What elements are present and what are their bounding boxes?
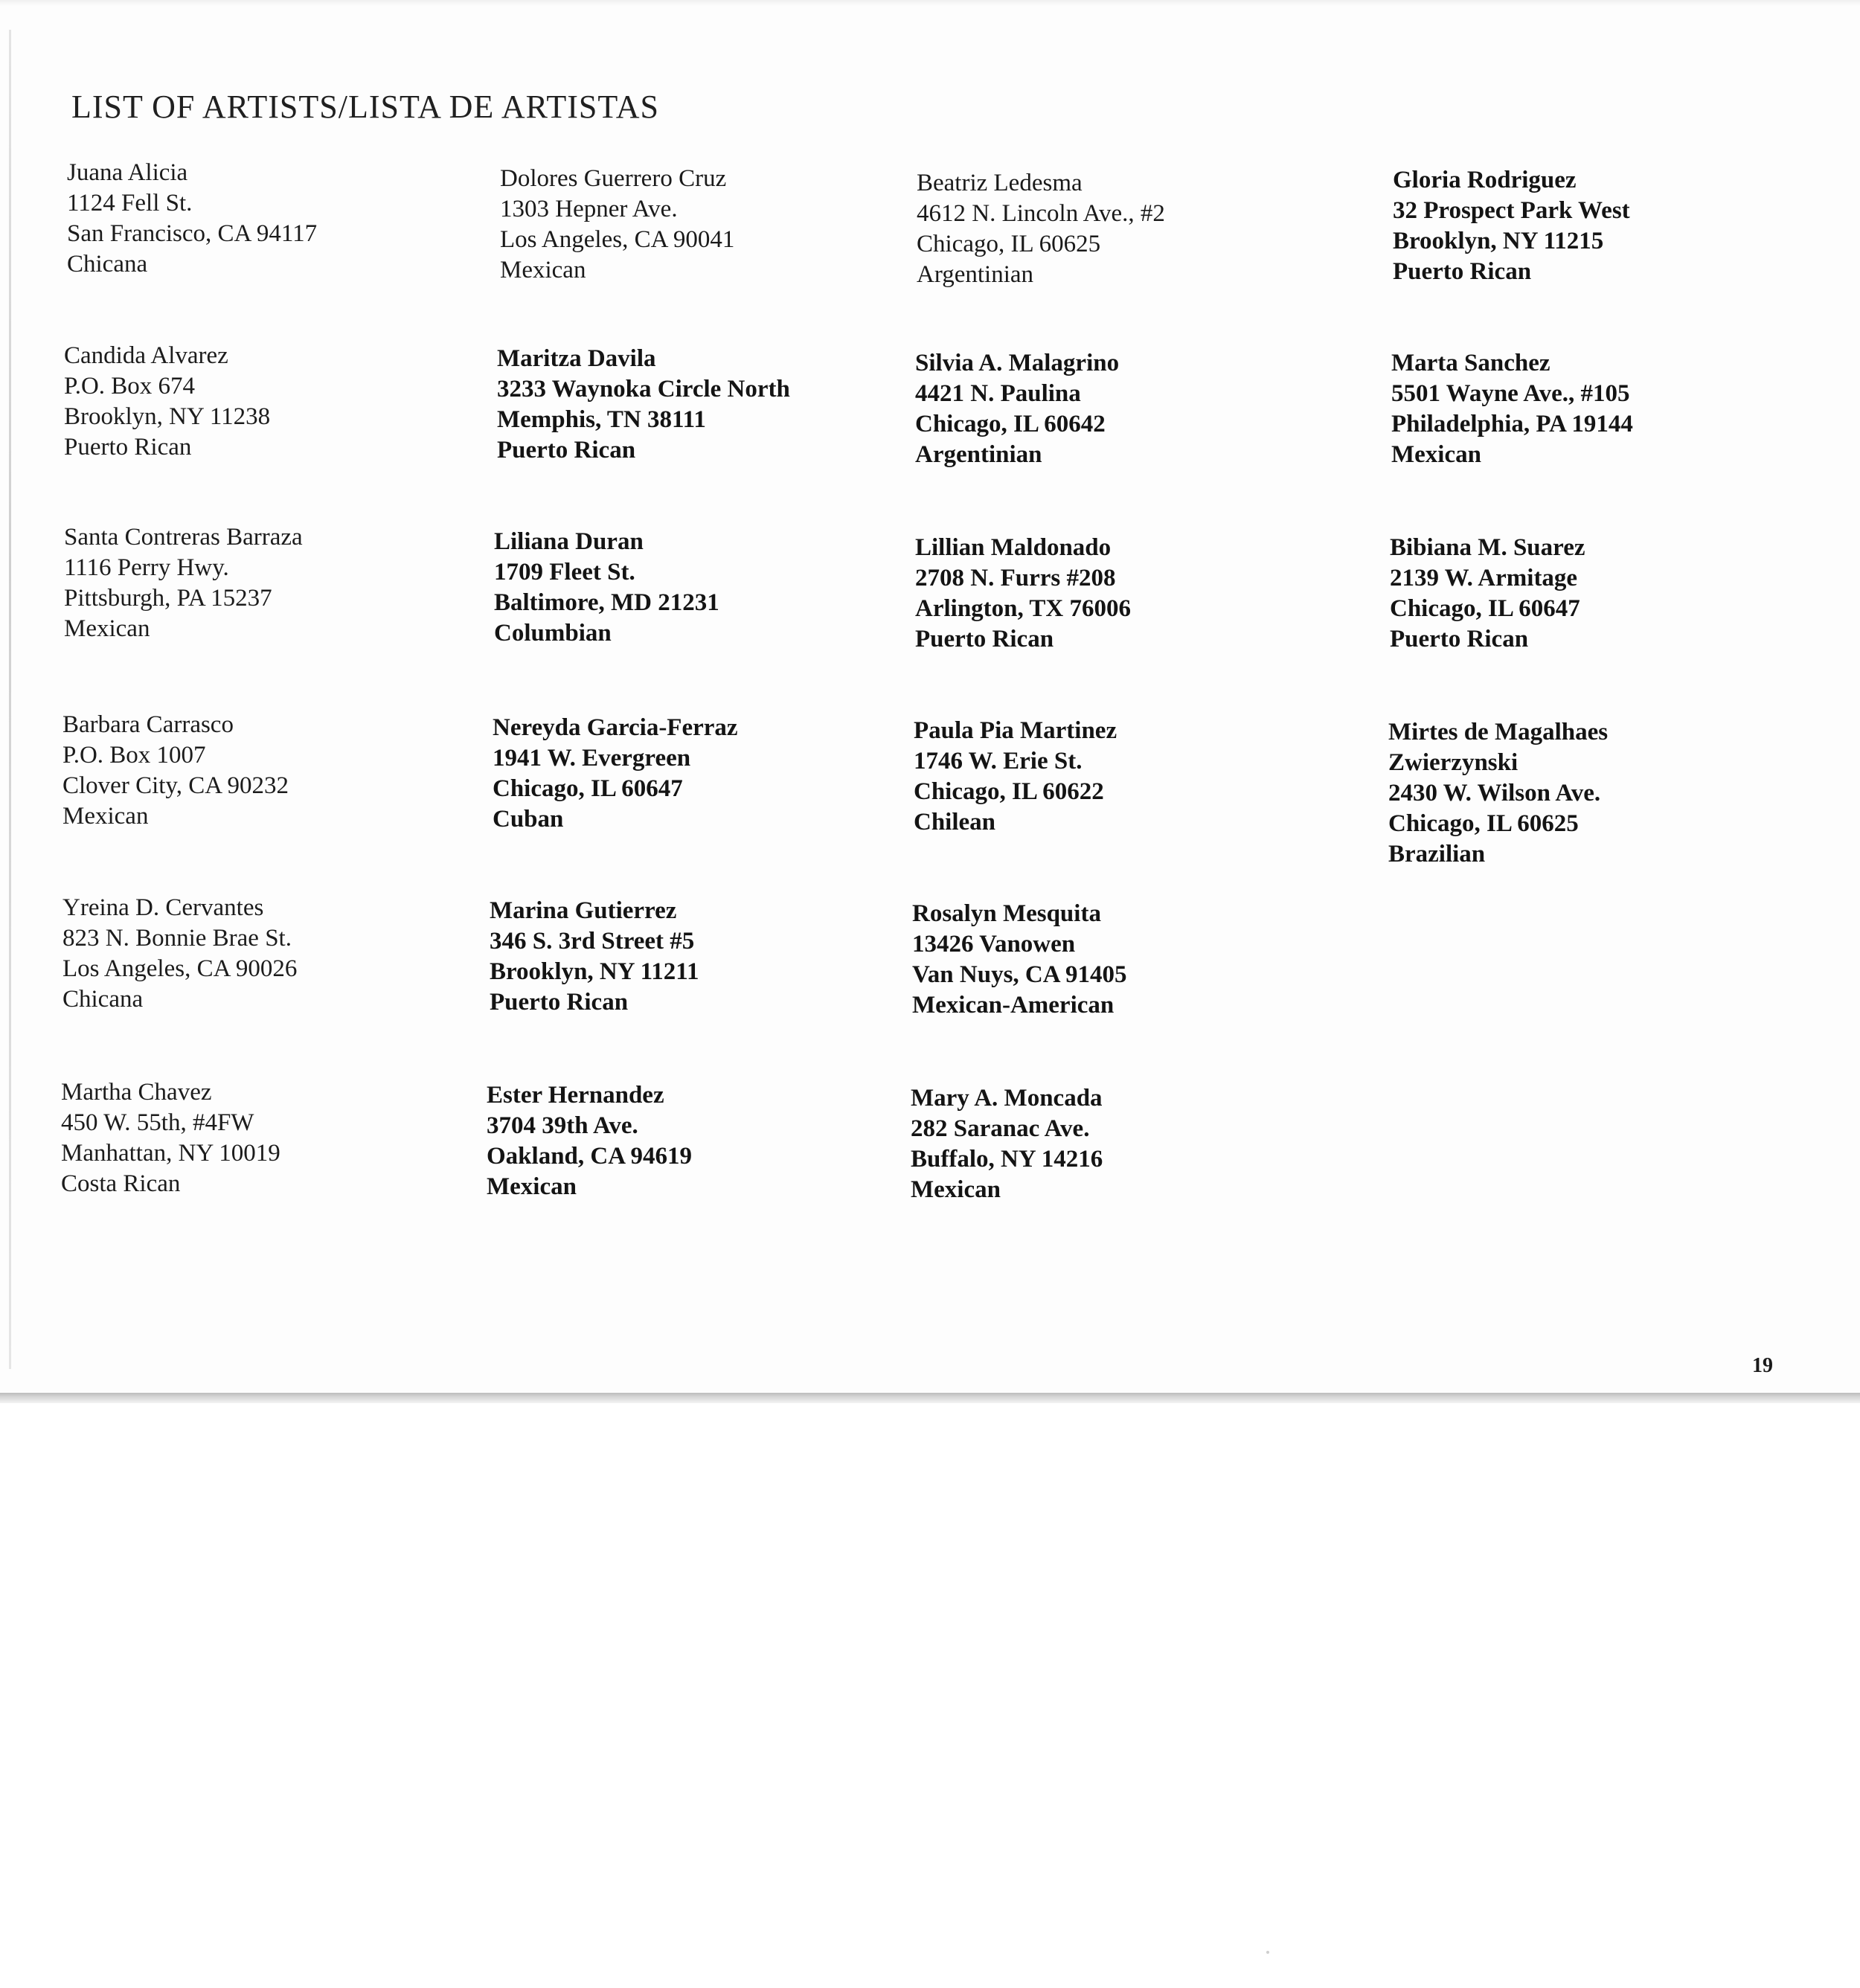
artist-entry <box>64 522 303 644</box>
artist-city: Brooklyn, NY 11238 <box>64 403 271 430</box>
artist-entry <box>493 713 738 835</box>
artist-name: Ester Hernandez <box>487 1082 664 1109</box>
artist-name: Gloria Rodriguez <box>1393 167 1577 193</box>
artist-city: Oakland, CA 94619 <box>487 1143 692 1170</box>
artist-name: Beatriz Ledesma <box>917 170 1083 196</box>
artist-entry <box>1388 717 1608 870</box>
artist-entry <box>487 1080 692 1202</box>
artist-entry <box>915 533 1131 655</box>
artist-entry <box>914 716 1117 838</box>
artist-city: Brooklyn, NY 11215 <box>1393 228 1604 254</box>
artist-address: P.O. Box 674 <box>64 373 196 400</box>
artist-name: Mary A. Moncada <box>911 1085 1103 1112</box>
artist-name: Marta Sanchez <box>1391 350 1550 376</box>
artist-city: Pittsburgh, PA 15237 <box>64 585 272 612</box>
artist-city: Chicago, IL 60647 <box>493 775 683 802</box>
artist-entry <box>1393 165 1630 287</box>
artist-name: Silvia A. Malagrino <box>915 350 1120 376</box>
artist-entry <box>61 1077 280 1199</box>
artist-address: 1709 Fleet St. <box>494 559 635 586</box>
artist-heritage: Columbian <box>494 620 612 647</box>
page-top-edge <box>0 0 1860 6</box>
artist-heritage: Cuban <box>493 806 564 833</box>
artist-entry <box>62 893 297 1015</box>
artist-city: Clover City, CA 90232 <box>62 772 289 799</box>
artist-heritage: Mexican <box>911 1176 1001 1203</box>
artist-address: 1124 Fell St. <box>67 190 193 217</box>
artist-heritage: Puerto Rican <box>915 626 1054 652</box>
artist-entry <box>500 164 734 286</box>
artist-name: Nereyda Garcia-Ferraz <box>493 714 738 741</box>
artist-address: 346 S. 3rd Street #5 <box>490 928 695 955</box>
artist-address: 3704 39th Ave. <box>487 1112 638 1139</box>
artist-heritage-extra: Brazilian <box>1388 841 1486 868</box>
artist-city: San Francisco, CA 94117 <box>67 220 318 247</box>
artist-heritage: Chilean <box>914 809 996 836</box>
artist-entry <box>490 896 699 1018</box>
artist-heritage: Puerto Rican <box>497 437 636 464</box>
page-number: 19 <box>1752 1354 1773 1377</box>
artist-heritage: Mexican <box>1391 441 1481 468</box>
artist-heritage: Chicana <box>67 251 148 278</box>
page-bottom-edge <box>0 1393 1860 1403</box>
artist-name: Rosalyn Mesquita <box>912 900 1101 927</box>
artist-heritage: Mexican <box>62 803 149 830</box>
artist-heritage: Puerto Rican <box>64 434 192 461</box>
artist-city: Manhattan, NY 10019 <box>61 1140 280 1167</box>
artist-city: Los Angeles, CA 90041 <box>500 226 735 253</box>
page-left-edge <box>9 30 11 1369</box>
artist-address: 1303 Hepner Ave. <box>500 196 678 222</box>
artist-name: Mirtes de Magalhaes <box>1388 719 1609 746</box>
artist-name: Marina Gutierrez <box>490 897 677 924</box>
artist-entry <box>62 710 289 832</box>
artist-name: Liliana Duran <box>494 528 644 555</box>
artist-city: Philadelphia, PA 19144 <box>1391 411 1633 437</box>
artist-name: Juana Alicia <box>67 159 188 186</box>
artist-address: 1941 W. Evergreen <box>493 745 691 772</box>
artist-address: 4421 N. Paulina <box>915 380 1081 407</box>
artist-address: Zwierzynski <box>1388 749 1519 776</box>
artist-city: Chicago, IL 60647 <box>1390 595 1580 622</box>
artist-city: Chicago, IL 60625 <box>917 231 1101 257</box>
artist-city: Los Angeles, CA 90026 <box>62 955 298 982</box>
artist-address: 450 W. 55th, #4FW <box>61 1109 254 1136</box>
artist-heritage: Costa Rican <box>61 1170 181 1197</box>
artist-city: Memphis, TN 38111 <box>497 406 706 433</box>
paper-speck <box>1266 1951 1269 1954</box>
artist-address: 823 N. Bonnie Brae St. <box>62 925 292 952</box>
artist-heritage: Puerto Rican <box>1390 626 1529 652</box>
artist-city: Baltimore, MD 21231 <box>494 589 719 616</box>
artist-city: Van Nuys, CA 91405 <box>912 961 1127 988</box>
artist-address: 282 Saranac Ave. <box>911 1115 1090 1142</box>
artist-entry <box>1390 533 1585 655</box>
artist-name: Candida Alvarez <box>64 342 228 369</box>
artist-name: Santa Contreras Barraza <box>64 524 303 551</box>
artist-city: Buffalo, NY 14216 <box>911 1146 1103 1173</box>
artist-entry <box>911 1083 1103 1205</box>
artist-entry <box>497 344 790 466</box>
artist-heritage: Puerto Rican <box>1393 258 1532 285</box>
artist-name: Dolores Guerrero Cruz <box>500 165 727 192</box>
artist-address: 2708 N. Furrs #208 <box>915 565 1116 591</box>
page-title: LIST OF ARTISTS/LISTA DE ARTISTAS <box>71 89 659 125</box>
artist-address: 1116 Perry Hwy. <box>64 554 229 581</box>
artist-heritage: Puerto Rican <box>490 989 629 1016</box>
artist-name: Barbara Carrasco <box>62 711 234 738</box>
artist-address: 3233 Waynoka Circle North <box>497 376 790 403</box>
artist-name: Martha Chavez <box>61 1079 212 1106</box>
artist-city: 2430 W. Wilson Ave. <box>1388 780 1601 807</box>
artist-city: Chicago, IL 60642 <box>915 411 1106 437</box>
artist-name: Yreina D. Cervantes <box>62 894 264 921</box>
artist-heritage: Mexican <box>487 1173 577 1200</box>
artist-name: Paula Pia Martinez <box>914 717 1117 744</box>
artist-address: 1746 W. Erie St. <box>914 748 1083 775</box>
artist-entry <box>915 348 1119 470</box>
artist-heritage: Argentinian <box>915 441 1042 468</box>
artist-city: Brooklyn, NY 11211 <box>490 958 699 985</box>
artist-city: Chicago, IL 60622 <box>914 778 1104 805</box>
artist-name: Bibiana M. Suarez <box>1390 534 1585 561</box>
artist-entry <box>912 899 1127 1021</box>
artist-address: 32 Prospect Park West <box>1393 197 1630 224</box>
artist-address: 2139 W. Armitage <box>1390 565 1578 591</box>
artist-heritage: Chicago, IL 60625 <box>1388 810 1579 837</box>
artist-heritage: Argentinian <box>917 261 1034 288</box>
artist-entry <box>917 168 1165 290</box>
artist-address: 5501 Wayne Ave., #105 <box>1391 380 1630 407</box>
artist-heritage: Mexican <box>500 257 586 283</box>
artist-entry <box>494 527 719 649</box>
artist-address: 4612 N. Lincoln Ave., #2 <box>917 200 1165 227</box>
artist-heritage: Mexican-American <box>912 992 1115 1019</box>
artist-address: P.O. Box 1007 <box>62 742 206 769</box>
artist-entry <box>1391 348 1633 470</box>
artist-name: Maritza Davila <box>497 345 656 372</box>
artist-heritage: Chicana <box>62 986 144 1013</box>
artist-entry <box>67 158 317 280</box>
artist-city: Arlington, TX 76006 <box>915 595 1132 622</box>
artist-heritage: Mexican <box>64 615 150 642</box>
artist-address: 13426 Vanowen <box>912 931 1076 958</box>
artist-name: Lillian Maldonado <box>915 534 1112 561</box>
artist-entry <box>64 341 270 463</box>
